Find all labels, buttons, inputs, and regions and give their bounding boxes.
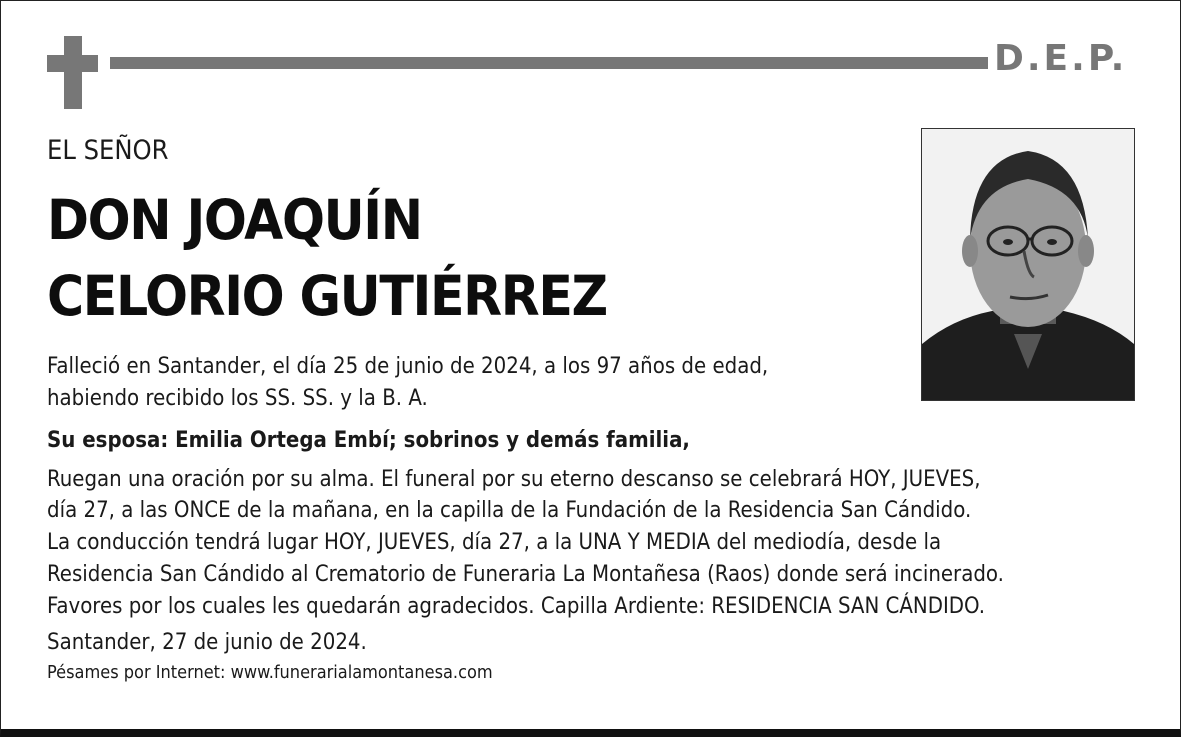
deceased-name bbox=[47, 182, 607, 334]
death-line-2: habiendo recibido los SS. SS. y la B. A. bbox=[47, 386, 428, 411]
place-date: Santander, 27 de junio de 2024. bbox=[47, 630, 367, 655]
body-line: Favores por los cuales les quedarán agradecidos. Capilla Ardiente: RESIDENCIA SAN CÁNDIDO. bbox=[47, 594, 986, 619]
body-line: Ruegan una oración por su alma. El funeral por su eterno descanso se celebrará HOY, JUEVES, bbox=[47, 467, 981, 492]
honorific: EL SEÑOR bbox=[47, 135, 169, 166]
header-rule bbox=[110, 57, 988, 69]
body-line: día 27, a las ONCE de la mañana, en la capilla de la Fundación de la Residencia San Cándido. bbox=[47, 498, 972, 523]
body-line: Residencia San Cándido al Crematorio de Funeraria La Montañesa (Raos) donde será incinerado. bbox=[47, 562, 1004, 587]
dep-label: D.E.P. bbox=[994, 38, 1128, 79]
condolences-link: Pésames por Internet: www.funerarialamontanesa.com bbox=[47, 662, 493, 683]
death-line-1: Falleció en Santander, el día 25 de junio de 2024, a los 97 años de edad, bbox=[47, 354, 769, 379]
name-line-1: DON JOAQUÍN bbox=[47, 188, 422, 252]
portrait-photo bbox=[921, 128, 1135, 401]
body-line: La conducción tendrá lugar HOY, JUEVES, día 27, a la UNA Y MEDIA del mediodía, desde la bbox=[47, 530, 942, 555]
family-line: Su esposa: Emilia Ortega Embí; sobrinos y demás familia, bbox=[47, 428, 690, 453]
name-line-2: CELORIO GUTIÉRREZ bbox=[47, 264, 607, 328]
